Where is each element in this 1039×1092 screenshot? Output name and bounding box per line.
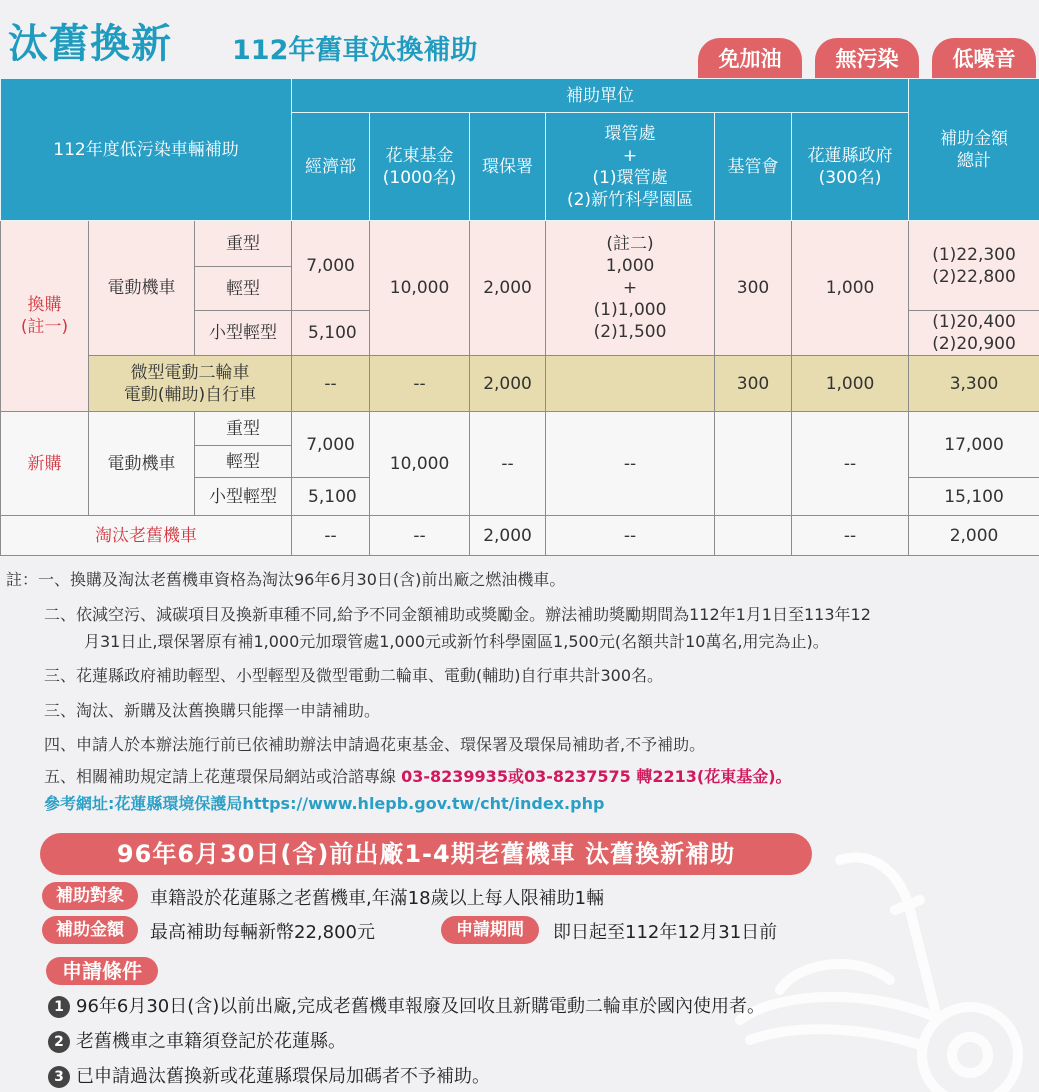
badge-no-fuel: 免加油 xyxy=(698,38,802,82)
table-cell: 17,000 xyxy=(909,412,1039,478)
table-cell: -- xyxy=(792,516,909,556)
table-cell: 300 xyxy=(715,221,792,356)
table-cell: -- xyxy=(470,412,546,516)
table-cell xyxy=(715,516,792,556)
note-5: 四、申請人於本辦法施行前已依補助辦法申請過花東基金、環保署及環保局補助者,不予補助。 xyxy=(44,735,706,754)
table-cell: -- xyxy=(292,356,370,412)
table-cell: -- xyxy=(292,516,370,556)
table-cell: 10,000 xyxy=(370,412,470,516)
row-group-new: 新購 xyxy=(1,412,89,516)
reference-link[interactable]: 參考網址:花蓮縣環境保護局https://www.hlepb.gov.tw/cht/index.php xyxy=(44,794,605,813)
table-cell: (1)20,400 (2)20,900 xyxy=(909,311,1039,356)
table-cell: 2,000 xyxy=(470,356,546,412)
table-cell: -- xyxy=(546,516,715,556)
target-label: 補助對象 xyxy=(42,882,138,910)
col-huatung-fund: 花東基金 (1000名) xyxy=(370,113,470,221)
table-cell: -- xyxy=(370,356,470,412)
amount-text: 最高補助每輛新幣22,800元 xyxy=(150,922,375,943)
table-cell: 2,000 xyxy=(470,516,546,556)
number-icon: 1 xyxy=(48,996,70,1018)
table-cell: 5,100 xyxy=(292,311,370,356)
note-6 xyxy=(44,765,792,789)
type-light: 輕型 xyxy=(195,446,292,478)
table-cell: 7,000 xyxy=(292,412,370,478)
table-cell: (1)22,300 (2)22,800 xyxy=(909,221,1039,311)
number-icon: 2 xyxy=(48,1031,70,1053)
table-corner-header: 112年度低污染車輛補助 xyxy=(1,79,292,221)
electric-scooter-label: 電動機車 xyxy=(89,221,195,356)
electric-scooter-label: 電動機車 xyxy=(89,412,195,516)
page-subtitle: 112年舊車汰換補助 xyxy=(232,35,478,66)
scooter-illustration xyxy=(720,840,1039,1092)
table-cell: -- xyxy=(546,412,715,516)
col-env-office: 環管處 + (1)環管處 (2)新竹科學園區 xyxy=(546,113,715,221)
table-cell: 2,000 xyxy=(909,516,1039,556)
condition-item-1: 1 96年6月30日(含)以前出廠,完成老舊機車報廢及回收且新購電動二輪車於國內使用者。 xyxy=(48,992,765,1018)
badge-no-pollution: 無污染 xyxy=(815,38,919,82)
col-economy-ministry: 經濟部 xyxy=(292,113,370,221)
type-light: 輕型 xyxy=(195,267,292,311)
table-cell: 300 xyxy=(715,356,792,412)
table-cell: 1,000 xyxy=(792,221,909,356)
promo-banner: 96年6月30日(含)前出廠1-4期老舊機車 汰舊換新補助 xyxy=(40,833,812,875)
target-text: 車籍設於花蓮縣之老舊機車,年滿18歲以上每人限補助1輛 xyxy=(150,888,605,909)
page-title: 汰舊換新 xyxy=(8,21,172,67)
condition-item-3: 3 已申請過汰舊換新或花蓮縣環保局加碼者不予補助。 xyxy=(48,1062,490,1088)
type-heavy: 重型 xyxy=(195,412,292,446)
table-cell: 15,100 xyxy=(909,478,1039,516)
type-small-light: 小型輕型 xyxy=(195,478,292,516)
table-cell: 1,000 xyxy=(792,356,909,412)
note-6-text: 五、相關補助規定請上花蓮環保局網站或洽諮專線 xyxy=(44,767,397,786)
table-cell: 2,000 xyxy=(470,221,546,356)
micro-vehicle-label: 微型電動二輪車 電動(輔助)自行車 xyxy=(89,356,292,412)
type-small-light: 小型輕型 xyxy=(195,311,292,356)
table-cell: -- xyxy=(370,516,470,556)
row-group-replace: 換購 (註一) xyxy=(1,221,89,412)
type-heavy: 重型 xyxy=(195,221,292,267)
subsidy-table xyxy=(0,78,1039,556)
number-icon: 3 xyxy=(48,1066,70,1088)
table-cell: 10,000 xyxy=(370,221,470,356)
badge-low-noise: 低噪音 xyxy=(932,38,1036,82)
row-scrap-label: 淘汰老舊機車 xyxy=(1,516,292,556)
note-1: 註：一、換購及淘汰老舊機車資格為淘汰96年6月30日(含)前出廠之燃油機車。 xyxy=(6,570,566,589)
col-county-gov: 花蓮縣政府 (300名) xyxy=(792,113,909,221)
table-cell: 7,000 xyxy=(292,221,370,311)
header xyxy=(0,0,1039,78)
note-4: 三、淘汰、新購及汰舊換購只能擇一申請補助。 xyxy=(44,701,381,720)
note-2-cont: 月31日止,環保署原有補1,000元加環管處1,000元或新竹科學園區1,500元(名額共計10萬名,用完為止)。 xyxy=(84,632,829,651)
table-cell xyxy=(715,412,792,516)
col-epa: 環保署 xyxy=(470,113,546,221)
period-text: 即日起至112年12月31日前 xyxy=(553,922,778,943)
table-cell: -- xyxy=(792,412,909,516)
note-3: 三、花蓮縣政府補助輕型、小型輕型及微型電動二輪車、電動(輔助)自行車共計300名。 xyxy=(44,666,664,685)
contact-phone: 03-8239935或03-8237575 轉2213(花東基金)。 xyxy=(401,767,792,786)
table-cell: 5,100 xyxy=(292,478,370,516)
note-2: 二、依減空污、減碳項目及換新車種不同,給予不同金額補助或獎勵金。辦法補助獎勵期間為112年1月1日至113年12 xyxy=(44,605,871,624)
table-cell: (註二) 1,000 + (1)1,000 (2)1,500 xyxy=(546,221,715,356)
total-header: 補助金額 總計 xyxy=(909,79,1039,221)
table-cell: 3,300 xyxy=(909,356,1039,412)
subsidy-unit-header: 補助單位 xyxy=(292,79,909,113)
col-base-committee: 基管會 xyxy=(715,113,792,221)
conditions-label: 申請條件 xyxy=(46,957,158,985)
period-label: 申請期間 xyxy=(441,916,539,944)
table-cell xyxy=(546,356,715,412)
condition-item-2: 2 老舊機車之車籍須登記於花蓮縣。 xyxy=(48,1027,346,1053)
amount-label: 補助金額 xyxy=(42,916,138,944)
